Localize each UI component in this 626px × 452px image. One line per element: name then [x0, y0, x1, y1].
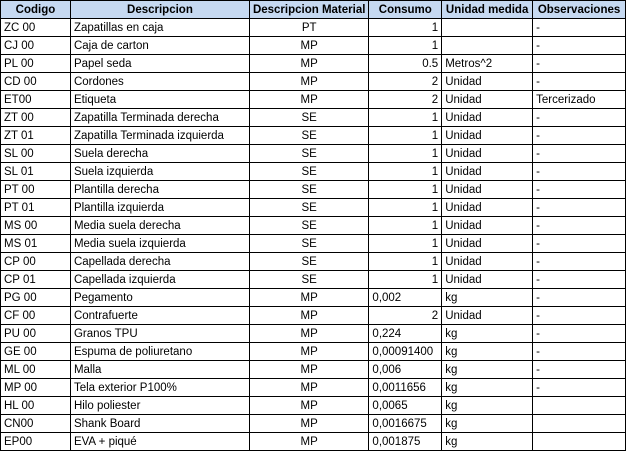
- table-row: [1, 433, 626, 451]
- cell-descripcion-material[interactable]: SE: [249, 163, 368, 181]
- cell-descripcion[interactable]: Plantilla izquierda: [70, 199, 249, 217]
- cell-consumo[interactable]: 0,0016675: [369, 415, 442, 433]
- cell-consumo[interactable]: 2: [369, 307, 442, 325]
- cell-observaciones[interactable]: -: [533, 325, 626, 343]
- cell-codigo[interactable]: PU 00: [1, 325, 71, 343]
- cell-descripcion[interactable]: Media suela derecha: [70, 217, 249, 235]
- cell-unidad-medida[interactable]: kg: [442, 361, 533, 379]
- cell-descripcion[interactable]: Plantilla derecha: [70, 181, 249, 199]
- cell-descripcion[interactable]: Cordones: [70, 73, 249, 91]
- cell-consumo[interactable]: 1: [369, 253, 442, 271]
- table-row: [1, 37, 626, 55]
- cell-observaciones[interactable]: [533, 415, 626, 433]
- cell-codigo[interactable]: MS 00: [1, 217, 71, 235]
- cell-observaciones[interactable]: -: [533, 307, 626, 325]
- cell-unidad-medida[interactable]: kg: [442, 397, 533, 415]
- cell-descripcion-material[interactable]: SE: [249, 109, 368, 127]
- cell-consumo[interactable]: 0,002: [369, 289, 442, 307]
- cell-descripcion[interactable]: Suela izquierda: [70, 163, 249, 181]
- cell-descripcion[interactable]: Papel seda: [70, 55, 249, 73]
- header-row: [1, 1, 626, 19]
- cell-consumo[interactable]: 0.5: [369, 55, 442, 73]
- cell-codigo[interactable]: PT 01: [1, 199, 71, 217]
- cell-descripcion-material[interactable]: MP: [249, 91, 368, 109]
- cell-unidad-medida[interactable]: [442, 37, 533, 55]
- cell-observaciones[interactable]: [533, 433, 626, 451]
- cell-descripcion[interactable]: Pegamento: [70, 289, 249, 307]
- cell-descripcion[interactable]: Espuma de poliuretano: [70, 343, 249, 361]
- table-row: [1, 19, 626, 37]
- cell-unidad-medida[interactable]: kg: [442, 289, 533, 307]
- cell-descripcion-material[interactable]: SE: [249, 199, 368, 217]
- table-row: [1, 325, 626, 343]
- cell-consumo[interactable]: 1: [369, 163, 442, 181]
- cell-observaciones[interactable]: -: [533, 379, 626, 397]
- cell-consumo[interactable]: 1: [369, 199, 442, 217]
- cell-codigo[interactable]: GE 00: [1, 343, 71, 361]
- table-row: [1, 307, 626, 325]
- cell-codigo[interactable]: ML 00: [1, 361, 71, 379]
- cell-consumo[interactable]: 0,001875: [369, 433, 442, 451]
- cell-codigo[interactable]: PG 00: [1, 289, 71, 307]
- cell-observaciones[interactable]: -: [533, 289, 626, 307]
- cell-codigo[interactable]: MP 00: [1, 379, 71, 397]
- table-row: [1, 289, 626, 307]
- cell-descripcion-material[interactable]: MP: [249, 433, 368, 451]
- cell-codigo[interactable]: SL 01: [1, 163, 71, 181]
- cell-consumo[interactable]: 0,0011656: [369, 379, 442, 397]
- cell-unidad-medida[interactable]: kg: [442, 325, 533, 343]
- cell-unidad-medida[interactable]: Unidad: [442, 145, 533, 163]
- cell-codigo[interactable]: ZC 00: [1, 19, 71, 37]
- cell-unidad-medida[interactable]: Unidad: [442, 109, 533, 127]
- cell-codigo[interactable]: PL 00: [1, 55, 71, 73]
- col-header-unidad-medida: Unidad medida: [442, 1, 533, 19]
- cell-descripcion-material[interactable]: MP: [249, 37, 368, 55]
- cell-consumo[interactable]: 1: [369, 19, 442, 37]
- cell-descripcion-material[interactable]: MP: [249, 379, 368, 397]
- cell-descripcion-material[interactable]: PT: [249, 19, 368, 37]
- cell-unidad-medida[interactable]: kg: [442, 433, 533, 451]
- cell-descripcion-material[interactable]: MP: [249, 397, 368, 415]
- cell-codigo[interactable]: CD 00: [1, 73, 71, 91]
- cell-codigo[interactable]: ZT 01: [1, 127, 71, 145]
- cell-unidad-medida[interactable]: Unidad: [442, 217, 533, 235]
- cell-unidad-medida[interactable]: Unidad: [442, 181, 533, 199]
- cell-codigo[interactable]: CP 01: [1, 271, 71, 289]
- cell-descripcion-material[interactable]: MP: [249, 361, 368, 379]
- cell-observaciones[interactable]: -: [533, 235, 626, 253]
- cell-descripcion[interactable]: Malla: [70, 361, 249, 379]
- cell-descripcion[interactable]: Granos TPU: [70, 325, 249, 343]
- cell-consumo[interactable]: 1: [369, 217, 442, 235]
- cell-descripcion-material[interactable]: SE: [249, 145, 368, 163]
- cell-codigo[interactable]: MS 01: [1, 235, 71, 253]
- cell-descripcion-material[interactable]: MP: [249, 73, 368, 91]
- cell-descripcion[interactable]: Contrafuerte: [70, 307, 249, 325]
- cell-consumo[interactable]: 1: [369, 145, 442, 163]
- cell-unidad-medida[interactable]: Unidad: [442, 199, 533, 217]
- cell-consumo[interactable]: 1: [369, 271, 442, 289]
- cell-descripcion[interactable]: Shank Board: [70, 415, 249, 433]
- cell-descripcion[interactable]: Tela exterior P100%: [70, 379, 249, 397]
- cell-codigo[interactable]: CN00: [1, 415, 71, 433]
- cell-observaciones[interactable]: -: [533, 361, 626, 379]
- cell-descripcion-material[interactable]: SE: [249, 181, 368, 199]
- col-header-consumo: Consumo: [369, 1, 442, 19]
- cell-unidad-medida[interactable]: Unidad: [442, 127, 533, 145]
- cell-codigo[interactable]: CF 00: [1, 307, 71, 325]
- cell-descripcion-material[interactable]: MP: [249, 415, 368, 433]
- table-row: [1, 73, 626, 91]
- table-row: [1, 91, 626, 109]
- cell-consumo[interactable]: 1: [369, 37, 442, 55]
- cell-descripcion-material[interactable]: MP: [249, 343, 368, 361]
- cell-consumo[interactable]: 0,00091400: [369, 343, 442, 361]
- cell-observaciones[interactable]: -: [533, 127, 626, 145]
- cell-descripcion[interactable]: Hilo poliester: [70, 397, 249, 415]
- cell-observaciones[interactable]: -: [533, 271, 626, 289]
- cell-descripcion[interactable]: Media suela izquierda: [70, 235, 249, 253]
- cell-observaciones[interactable]: -: [533, 343, 626, 361]
- cell-consumo[interactable]: 1: [369, 109, 442, 127]
- col-header-observaciones: Observaciones: [533, 1, 626, 19]
- cell-observaciones[interactable]: Tercerizado: [533, 91, 626, 109]
- cell-observaciones[interactable]: -: [533, 253, 626, 271]
- cell-descripcion[interactable]: Etiqueta: [70, 91, 249, 109]
- cell-consumo[interactable]: 1: [369, 127, 442, 145]
- cell-codigo[interactable]: SL 00: [1, 145, 71, 163]
- cell-descripcion[interactable]: Capellada derecha: [70, 253, 249, 271]
- cell-descripcion-material[interactable]: MP: [249, 289, 368, 307]
- cell-descripcion-material[interactable]: SE: [249, 235, 368, 253]
- cell-codigo[interactable]: CP 00: [1, 253, 71, 271]
- cell-codigo[interactable]: PT 00: [1, 181, 71, 199]
- cell-unidad-medida[interactable]: Unidad: [442, 91, 533, 109]
- cell-descripcion-material[interactable]: MP: [249, 55, 368, 73]
- cell-descripcion-material[interactable]: SE: [249, 253, 368, 271]
- cell-unidad-medida[interactable]: Unidad: [442, 73, 533, 91]
- cell-descripcion-material[interactable]: MP: [249, 325, 368, 343]
- cell-consumo[interactable]: 2: [369, 73, 442, 91]
- cell-observaciones[interactable]: -: [533, 19, 626, 37]
- cell-unidad-medida[interactable]: kg: [442, 343, 533, 361]
- cell-descripcion[interactable]: Caja de carton: [70, 37, 249, 55]
- cell-descripcion[interactable]: Zapatillas en caja: [70, 19, 249, 37]
- cell-codigo[interactable]: CJ 00: [1, 37, 71, 55]
- col-header-descripcion-material: Descripcion Material: [249, 1, 368, 19]
- cell-observaciones[interactable]: -: [533, 55, 626, 73]
- table-row: [1, 235, 626, 253]
- cell-observaciones[interactable]: -: [533, 73, 626, 91]
- cell-consumo[interactable]: 2: [369, 91, 442, 109]
- cell-descripcion[interactable]: Zapatilla Terminada izquierda: [70, 127, 249, 145]
- cell-descripcion-material[interactable]: SE: [249, 217, 368, 235]
- cell-unidad-medida[interactable]: Unidad: [442, 253, 533, 271]
- cell-observaciones[interactable]: -: [533, 109, 626, 127]
- cell-consumo[interactable]: 1: [369, 235, 442, 253]
- col-header-descripcion: Descripcion: [70, 1, 249, 19]
- table-row: [1, 163, 626, 181]
- table-row: [1, 145, 626, 163]
- cell-descripcion[interactable]: Suela derecha: [70, 145, 249, 163]
- table-row: [1, 397, 626, 415]
- cell-unidad-medida[interactable]: [442, 19, 533, 37]
- table-row: [1, 199, 626, 217]
- cell-consumo[interactable]: 0,006: [369, 361, 442, 379]
- table-row: [1, 415, 626, 433]
- cell-unidad-medida[interactable]: Unidad: [442, 235, 533, 253]
- table-row: [1, 217, 626, 235]
- cell-descripcion-material[interactable]: SE: [249, 127, 368, 145]
- table-row: [1, 271, 626, 289]
- cell-descripcion[interactable]: Capellada izquierda: [70, 271, 249, 289]
- cell-codigo[interactable]: ZT 00: [1, 109, 71, 127]
- cell-unidad-medida[interactable]: Unidad: [442, 163, 533, 181]
- cell-descripcion-material[interactable]: MP: [249, 307, 368, 325]
- cell-descripcion[interactable]: Zapatilla Terminada derecha: [70, 109, 249, 127]
- cell-observaciones[interactable]: -: [533, 145, 626, 163]
- table-row: [1, 361, 626, 379]
- table-row: [1, 379, 626, 397]
- cell-unidad-medida[interactable]: kg: [442, 415, 533, 433]
- cell-codigo[interactable]: HL 00: [1, 397, 71, 415]
- table-row: [1, 253, 626, 271]
- cell-codigo[interactable]: ET00: [1, 91, 71, 109]
- cell-observaciones[interactable]: -: [533, 37, 626, 55]
- table-row: [1, 109, 626, 127]
- cell-unidad-medida[interactable]: Unidad: [442, 307, 533, 325]
- cell-descripcion-material[interactable]: SE: [249, 271, 368, 289]
- col-header-codigo: Codigo: [1, 1, 71, 19]
- cell-observaciones[interactable]: -: [533, 181, 626, 199]
- cell-observaciones[interactable]: -: [533, 163, 626, 181]
- cell-descripcion[interactable]: EVA + piqué: [70, 433, 249, 451]
- table-row: [1, 181, 626, 199]
- table-row: [1, 127, 626, 145]
- cell-unidad-medida[interactable]: kg: [442, 379, 533, 397]
- cell-unidad-medida[interactable]: Unidad: [442, 271, 533, 289]
- cell-consumo[interactable]: 0,0065: [369, 397, 442, 415]
- table-row: [1, 343, 626, 361]
- cell-unidad-medida[interactable]: Metros^2: [442, 55, 533, 73]
- cell-consumo[interactable]: 0,224: [369, 325, 442, 343]
- table-row: [1, 55, 626, 73]
- cell-observaciones[interactable]: -: [533, 199, 626, 217]
- cell-consumo[interactable]: 1: [369, 181, 442, 199]
- cell-observaciones[interactable]: [533, 397, 626, 415]
- cell-observaciones[interactable]: -: [533, 217, 626, 235]
- cell-codigo[interactable]: EP00: [1, 433, 71, 451]
